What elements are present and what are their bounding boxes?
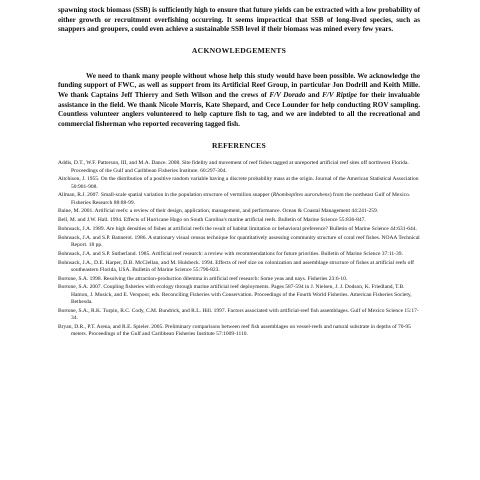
reference-item: Bortone, S.A. 1998. Resolving the attraction-production dilemma in artificial reef research: Some yeas and nays. Fisheries 23:6-10. bbox=[58, 275, 348, 282]
reference-item: Bohnsack, J.A. and S.P. Bannerot. 1986. A stationary visual census technique for quantitatively assessing community structure of coral reef fishes. NOAA Technical Report. 18 pp. bbox=[58, 234, 420, 248]
species-name: Rhomboplites aurorubens bbox=[272, 192, 330, 199]
reference-item: Aitchison, J. 1955. On the distribution of a positive random variable having a discrete probability mass at the origin. Journal of the American Statistical Association 50:901-908. bbox=[58, 176, 419, 190]
vessel-name-2: F/V Riptipe bbox=[322, 90, 358, 99]
ack-text-part1: We need to thank many people without whose help this study would have been possible. We acknowledge the funding support of FWC, as well as support from its Artificial Reef Group, in particular Jon Dodrill and Keith Mille. We thank Captains Jeff Thierry and Seth Wilson and the crews of bbox=[58, 71, 420, 99]
reference-item: Addis, D.T., W.F. Patterson, III, and M.A. Dance. 2008. Site fidelity and movement of reef fishes tagged at unreported artificial reef sites off northwest Florida. Proceedings of the Gulf and Caribbean Fisheries Institute. 60:297-304. bbox=[58, 160, 409, 174]
vessel-name-1: F/V Dorado bbox=[269, 90, 306, 99]
reference-item: Bohnsack, J.A., D.E. Harper, D.B. McClellan, and M. Hulsbeck. 1994. Effects of reef size on colonization and assemblage structure of fishes at artificial reefs off southeastern Florida, USA. Bulletin of Marine Science 55:796-823. bbox=[58, 259, 414, 273]
reference-item: Bell, M. and J.W. Hall. 1994. Effects of Hurricane Hugo on South Carolina's marine artificial reefs. Bulletin of Marine Science 55:836-847. bbox=[58, 217, 366, 224]
reference-item: Bohnsack, J.A. and S.P. Sutherland. 1985. Artificial reef research: a review with recommendations for future priorities. Bulletin of Marine Science 37:11-39. bbox=[58, 250, 403, 257]
reference-text: Allman, R.J. 2007. Small-scale spatial variation in the population structure of vermilion snapper ( bbox=[58, 192, 273, 199]
references-heading: REFERENCES bbox=[211, 141, 267, 151]
document-page bbox=[58, 6, 420, 480]
acknowledgements-paragraph bbox=[58, 72, 420, 130]
reference-item bbox=[58, 192, 420, 206]
reference-list bbox=[58, 160, 420, 338]
reference-text: ) from the northeast Gulf of Mexico. Fisheries Research 88:88-99. bbox=[71, 192, 411, 206]
intro-paragraph: spawning stock biomass (SSB) is sufficiently high to ensure that future yields can be extracted with a low probability of either growth or recruitment overfishing occurring. It seems impractical that SSB of long-lived species, such as snappers and groupers, could even achieve a sustainable SSB level if their biomass was mined every few years. bbox=[58, 6, 420, 34]
reference-item: Bortone, S.A. 2007. Coupling fisheries with ecology through marine artificial reef deployments. Pages 587-594 in J. Nielsen, J. J. Dodson, K. Friedland, T.B. Hamon, J. Musick, and E. Verspoor, eds. Reconciling Fisheries with Conservation. Proceedings of the Fourth World Fisheries. American Fisheries Society, Bethesda. bbox=[58, 284, 412, 305]
ack-text-part2: for their invaluable assistance in the field. We thank Nicole Morris, Kate Shepard, and Cece Lounder for help conducting ROV sampling. Countless volunteer anglers volunteered to help capture fish to tag, and we are indebted to all the recreational and commercial fisherman who reported recovering tagged fish. bbox=[58, 90, 420, 128]
reference-item: Bryan, D.R., P.T. Arena, and R.E. Spieler. 2005. Preliminary comparisons between reef fish assemblages on vessel-reefs and natural substrate in depths of 70-95 meters. Proceedings of the Gulf and Caribbean Fisheries Institute 57:1009-1110. bbox=[58, 323, 411, 337]
acknowledgements-heading: ACKNOWLEDGEMENTS bbox=[191, 45, 287, 55]
ack-and: and bbox=[305, 90, 323, 99]
reference-item: Baine, M. 2001. Artificial reefs: a review of their design, application, management, and performance. Ocean & Coastal Management 44:241-259. bbox=[58, 208, 379, 215]
reference-item: Bortone, S.A., R.K. Turpin, R.C. Cody, C.M. Bundrick, and R.L. Hill. 1997. Factors associated with artificial-reef fish assemblages. Gulf of Mexico Science 15:17-34. bbox=[58, 307, 419, 321]
reference-item: Bohnsack, J.A. 1989. Are high densities of fishes at artificial reefs the result of habitat limitation or behavioral preference? Bulletin of Marine Science 44:631-644. bbox=[58, 225, 417, 232]
